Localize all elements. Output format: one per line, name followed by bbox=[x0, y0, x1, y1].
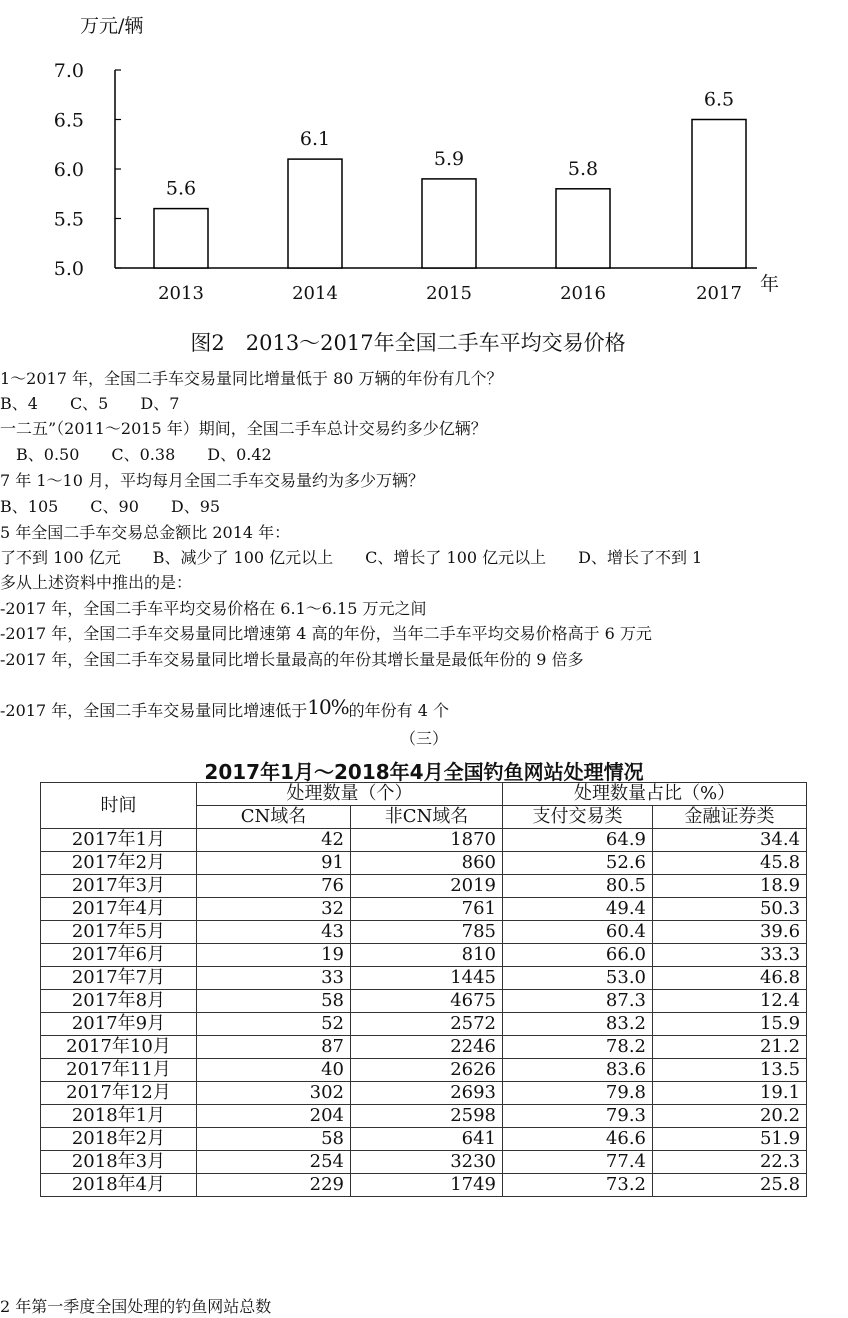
question-text: -2017 年，全国二手车交易量同比增速低于 bbox=[0, 701, 308, 720]
cell-finance-share: 22.3 bbox=[653, 1151, 807, 1174]
header-noncn-domain: 非CN域名 bbox=[351, 806, 503, 829]
cell-finance-share: 12.4 bbox=[653, 990, 807, 1013]
table-row bbox=[41, 829, 807, 852]
percent-value: 10% bbox=[307, 695, 349, 719]
header-finance: 金融证券类 bbox=[653, 806, 807, 829]
cell-cn-count: 43 bbox=[197, 921, 351, 944]
bars-group bbox=[154, 120, 746, 269]
cell-finance-share: 50.3 bbox=[653, 898, 807, 921]
question-line: -2017 年，全国二手车交易量同比增速第 4 高的年份，当年二手车平均交易价格高于 6 万元 bbox=[0, 624, 652, 643]
data-label: 6.5 bbox=[703, 88, 735, 111]
cell-finance-share: 15.9 bbox=[653, 1013, 807, 1036]
cell-cn-count: 76 bbox=[197, 875, 351, 898]
table-row bbox=[41, 967, 807, 990]
question-line: B、4 C、5 D、7 bbox=[0, 394, 180, 413]
x-axis-unit-label: 年 bbox=[760, 273, 780, 295]
cell-finance-share: 19.1 bbox=[653, 1082, 807, 1105]
cell-finance-share: 13.5 bbox=[653, 1059, 807, 1082]
table-row bbox=[41, 1151, 807, 1174]
data-label: 5.8 bbox=[567, 157, 599, 180]
y-tick-label: 6.0 bbox=[53, 159, 84, 181]
table-row bbox=[41, 1128, 807, 1151]
cell-noncn-count: 641 bbox=[351, 1128, 503, 1151]
bar-2017 bbox=[692, 120, 746, 269]
cell-cn-count: 42 bbox=[197, 829, 351, 852]
cell-finance-share: 34.4 bbox=[653, 829, 807, 852]
cell-time: 2017年11月 bbox=[41, 1059, 197, 1082]
question-line: 7 年 1～10 月，平均每月全国二手车交易量约为多少万辆？ bbox=[0, 471, 424, 490]
cell-cn-count: 87 bbox=[197, 1036, 351, 1059]
cell-cn-count: 91 bbox=[197, 852, 351, 875]
x-tick-label: 2014 bbox=[292, 283, 338, 304]
table-row bbox=[41, 898, 807, 921]
bar-2013 bbox=[154, 209, 208, 268]
cell-time: 2017年1月 bbox=[41, 829, 197, 852]
x-tick-label: 2013 bbox=[158, 283, 204, 304]
data-label: 6.1 bbox=[299, 128, 331, 151]
table-row bbox=[41, 852, 807, 875]
cell-time: 2017年3月 bbox=[41, 875, 197, 898]
header-payment: 支付交易类 bbox=[503, 806, 653, 829]
cell-finance-share: 45.8 bbox=[653, 852, 807, 875]
bar-chart bbox=[0, 0, 848, 362]
x-tick-label: 2017 bbox=[696, 283, 742, 304]
cell-payment-share: 80.5 bbox=[503, 875, 653, 898]
cell-cn-count: 33 bbox=[197, 967, 351, 990]
data-label: 5.9 bbox=[433, 147, 465, 170]
cell-time: 2017年8月 bbox=[41, 990, 197, 1013]
question-line: B、0.50 C、0.38 D、0.42 bbox=[0, 445, 272, 464]
cell-cn-count: 58 bbox=[197, 990, 351, 1013]
cell-payment-share: 87.3 bbox=[503, 990, 653, 1013]
y-axis-unit-label: 万元/辆 bbox=[80, 15, 144, 37]
cell-noncn-count: 2693 bbox=[351, 1082, 503, 1105]
question-line: -2017 年，全国二手车平均交易价格在 6.1～6.15 万元之间 bbox=[0, 599, 427, 618]
cell-finance-share: 51.9 bbox=[653, 1128, 807, 1151]
cell-time: 2017年9月 bbox=[41, 1013, 197, 1036]
cell-payment-share: 73.2 bbox=[503, 1174, 653, 1197]
question-text: 的年份有 4 个 bbox=[348, 701, 450, 720]
table-row bbox=[41, 1082, 807, 1105]
x-tick-label: 2015 bbox=[426, 283, 472, 304]
x-axis-ticks bbox=[158, 283, 742, 304]
cell-cn-count: 302 bbox=[197, 1082, 351, 1105]
table-row bbox=[41, 1105, 807, 1128]
cell-noncn-count: 761 bbox=[351, 898, 503, 921]
cell-noncn-count: 1870 bbox=[351, 829, 503, 852]
cell-cn-count: 204 bbox=[197, 1105, 351, 1128]
cell-payment-share: 60.4 bbox=[503, 921, 653, 944]
cell-noncn-count: 2246 bbox=[351, 1036, 503, 1059]
cell-cn-count: 229 bbox=[197, 1174, 351, 1197]
question-line: B、105 C、90 D、95 bbox=[0, 497, 221, 516]
cell-noncn-count: 3230 bbox=[351, 1151, 503, 1174]
cell-noncn-count: 1749 bbox=[351, 1174, 503, 1197]
header-cn-domain: CN域名 bbox=[197, 806, 351, 829]
cell-time: 2017年2月 bbox=[41, 852, 197, 875]
cell-finance-share: 33.3 bbox=[653, 944, 807, 967]
question-line: 了不到 100 亿元 B、减少了 100 亿元以上 C、增长了 100 亿元以上 D、增长了不到 1 bbox=[0, 548, 703, 567]
bar-2015 bbox=[422, 179, 476, 268]
cell-payment-share: 83.2 bbox=[503, 1013, 653, 1036]
cell-finance-share: 25.8 bbox=[653, 1174, 807, 1197]
cell-time: 2017年6月 bbox=[41, 944, 197, 967]
cell-time: 2018年4月 bbox=[41, 1174, 197, 1197]
chart-title: 图2 2013～2017年全国二手车平均交易价格 bbox=[190, 331, 626, 355]
cell-noncn-count: 2572 bbox=[351, 1013, 503, 1036]
cell-noncn-count: 1445 bbox=[351, 967, 503, 990]
question-line bbox=[0, 695, 450, 722]
cell-finance-share: 21.2 bbox=[653, 1036, 807, 1059]
cell-payment-share: 46.6 bbox=[503, 1128, 653, 1151]
cell-time: 2018年3月 bbox=[41, 1151, 197, 1174]
cell-cn-count: 32 bbox=[197, 898, 351, 921]
cell-time: 2017年10月 bbox=[41, 1036, 197, 1059]
cell-payment-share: 64.9 bbox=[503, 829, 653, 852]
question-line: 1～2017 年，全国二手车交易量同比增量低于 80 万辆的年份有几个？ bbox=[0, 369, 503, 388]
question-line: 多从上述资料中推出的是： bbox=[0, 573, 193, 592]
cell-payment-share: 66.0 bbox=[503, 944, 653, 967]
cell-time: 2017年5月 bbox=[41, 921, 197, 944]
table-row bbox=[41, 1013, 807, 1036]
question-line: 一二五”（2011～2015 年）期间，全国二手车总计交易约多少亿辆？ bbox=[0, 419, 487, 438]
cell-finance-share: 18.9 bbox=[653, 875, 807, 898]
cell-cn-count: 254 bbox=[197, 1151, 351, 1174]
table-body bbox=[41, 829, 807, 1197]
cell-payment-share: 77.4 bbox=[503, 1151, 653, 1174]
table-header-row bbox=[41, 783, 807, 806]
cell-cn-count: 19 bbox=[197, 944, 351, 967]
cell-cn-count: 40 bbox=[197, 1059, 351, 1082]
cell-time: 2017年7月 bbox=[41, 967, 197, 990]
bar-2014 bbox=[288, 159, 342, 268]
cell-finance-share: 39.6 bbox=[653, 921, 807, 944]
y-axis-ticks bbox=[54, 60, 121, 280]
cell-cn-count: 52 bbox=[197, 1013, 351, 1036]
cell-noncn-count: 4675 bbox=[351, 990, 503, 1013]
note-text: 2 年第一季度全国处理的钓鱼网站总数 bbox=[0, 1297, 272, 1316]
cell-payment-share: 79.8 bbox=[503, 1082, 653, 1105]
cell-time: 2018年1月 bbox=[41, 1105, 197, 1128]
y-tick-label: 5.0 bbox=[53, 258, 84, 280]
cell-noncn-count: 2598 bbox=[351, 1105, 503, 1128]
x-tick-label: 2016 bbox=[560, 283, 606, 304]
bar-2016 bbox=[556, 189, 610, 268]
cell-time: 2017年4月 bbox=[41, 898, 197, 921]
cell-time: 2018年2月 bbox=[41, 1128, 197, 1151]
table-row bbox=[41, 1174, 807, 1197]
cell-noncn-count: 810 bbox=[351, 944, 503, 967]
cell-payment-share: 78.2 bbox=[503, 1036, 653, 1059]
data-label: 5.6 bbox=[165, 177, 197, 200]
question-line: -2017 年，全国二手车交易量同比增长量最高的年份其增长量是最低年份的 9 倍多 bbox=[0, 650, 584, 669]
cell-payment-share: 52.6 bbox=[503, 852, 653, 875]
y-tick-label: 5.5 bbox=[53, 208, 84, 231]
table-title: 2017年1月～2018年4月全国钓鱼网站处理情况 bbox=[204, 760, 644, 784]
table-row bbox=[41, 1036, 807, 1059]
cell-cn-count: 58 bbox=[197, 1128, 351, 1151]
table-row bbox=[41, 875, 807, 898]
phishing-data-table bbox=[40, 782, 807, 1197]
cell-payment-share: 79.3 bbox=[503, 1105, 653, 1128]
table-row bbox=[41, 1059, 807, 1082]
cell-noncn-count: 2019 bbox=[351, 875, 503, 898]
y-tick-label: 7.0 bbox=[53, 60, 84, 82]
section-label: （三） bbox=[399, 729, 448, 748]
cell-payment-share: 53.0 bbox=[503, 967, 653, 990]
table-row bbox=[41, 921, 807, 944]
cell-noncn-count: 860 bbox=[351, 852, 503, 875]
table-row bbox=[41, 990, 807, 1013]
cell-payment-share: 49.4 bbox=[503, 898, 653, 921]
header-time: 时间 bbox=[41, 783, 197, 829]
y-tick-label: 6.5 bbox=[53, 109, 84, 132]
cell-time: 2017年12月 bbox=[41, 1082, 197, 1105]
cell-noncn-count: 2626 bbox=[351, 1059, 503, 1082]
cell-finance-share: 20.2 bbox=[653, 1105, 807, 1128]
table-row bbox=[41, 944, 807, 967]
cell-noncn-count: 785 bbox=[351, 921, 503, 944]
header-group-share: 处理数量占比（%） bbox=[503, 783, 807, 806]
cell-finance-share: 46.8 bbox=[653, 967, 807, 990]
cell-payment-share: 83.6 bbox=[503, 1059, 653, 1082]
header-group-count: 处理数量（个） bbox=[197, 783, 503, 806]
question-line: 5 年全国二手车交易总金额比 2014 年： bbox=[0, 523, 291, 542]
